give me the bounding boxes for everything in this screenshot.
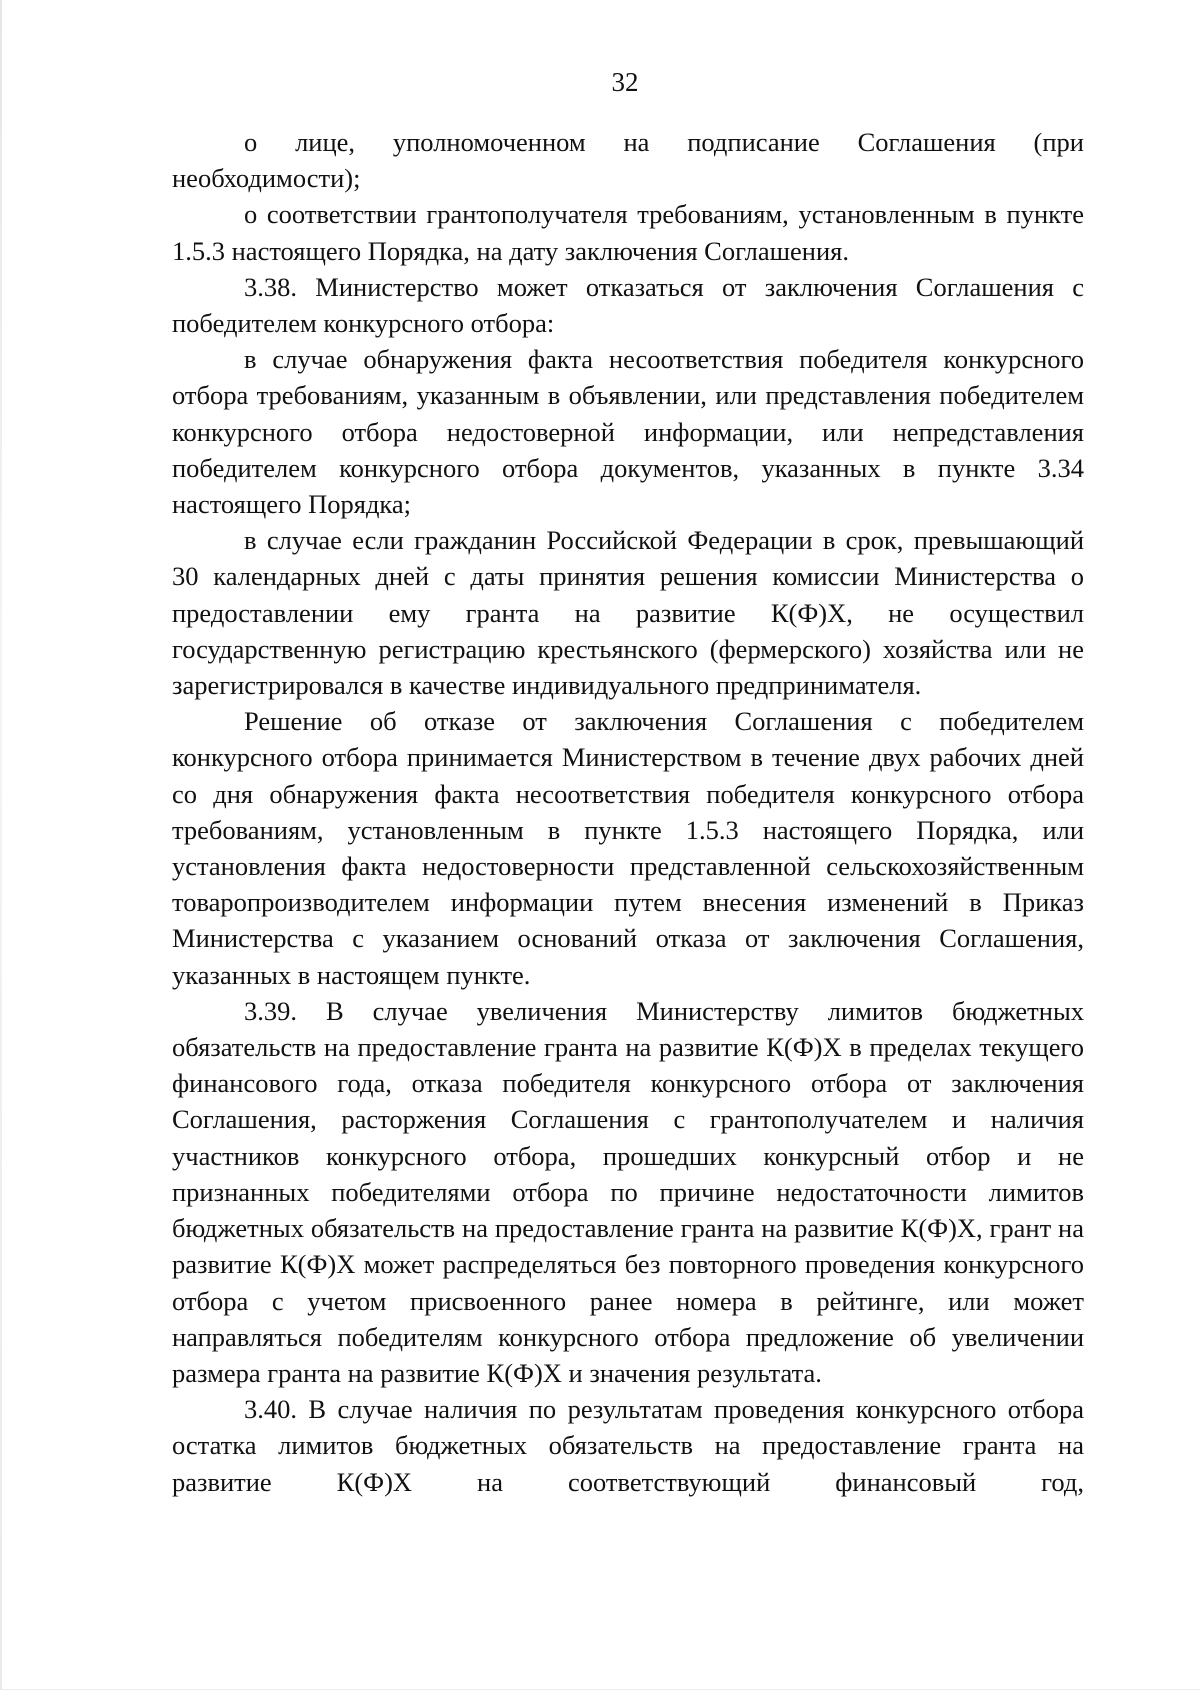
scan-edge (0, 0, 2, 1690)
paragraph-3-39: 3.39. В случае увеличения Министерству лимитов бюджетных обязательств на предоставление гранта на развитие К(Ф)Х в пределах текущего финансового года, отказа победителя конкурсного отбора от заключения Соглашения, расторжения Соглашения с грантополучателем и наличия участников конкурсного отбора, прошедших конкурсный отбор и не признанных победителями отбора по причине недостаточности лимитов бюджетных обязательств на предоставление гранта на развитие К(Ф)Х, грант на развитие К(Ф)Х может распределяться без повторного проведения конкурсного отбора с учетом присвоенного ранее номера в рейтинге, или может направляться победителям конкурсного отбора предложение об увеличении размера гранта на развитие К(Ф)Х и значения результата. (172, 995, 1084, 1388)
paragraph-signatory: о лице, уполномоченном на подписание Соглашения (при необходимости); (172, 127, 1084, 194)
paragraph-refusal-registration: в случае если гражданин Российской Федерации в срок, превышающий 30 календарных дней с даты принятия решения комиссии Министерства о предоставлении ему гранта на развитие К(Ф)Х, не осуществил государственную регистрацию крестьянского (фермерского) хозяйства или не зарегистрировался в качестве индивидуального предпринимателя. (172, 525, 1084, 701)
paragraph-compliance: о соответствии грантополучателя требованиям, установленным в пункте 1.5.3 настоящего Порядка, на дату заключения Соглашения. (172, 199, 1084, 266)
paragraph-refusal-decision: Решение об отказе от заключения Соглашения с победителем конкурсного отбора принимается Министерством в течение двух рабочих дней со дня обнаружения факта несоответствия победителя конкурсного отбора требованиям, установленным в пункте 1.5.3 настоящего Порядка, или установления факта недостоверности представленной сельскохозяйственным товаропроизводителем информации путем внесения изменений в Приказ Министерства с указанием оснований отказа от заключения Соглашения, указанных в настоящем пункте. (172, 706, 1084, 990)
page-number: 32 (611, 67, 639, 97)
paragraph-refusal-noncompliance: в случае обнаружения факта несоответствия победителя конкурсного отбора требованиям, указанным в объявлении, или представления победителем конкурсного отбора недостоверной информации, или непредставления победителем конкурсного отбора документов, указанных в пункте 3.34 настоящего Порядка; (172, 344, 1084, 520)
document-body (172, 124, 1084, 1500)
paragraph-3-40: 3.40. В случае наличия по результатам проведения конкурсного отбора остатка лимитов бюджетных обязательств на предоставление гранта на развитие К(Ф)Х на соответствующий финансовый год, (172, 1394, 1084, 1497)
paragraph-3-38: 3.38. Министерство может отказаться от заключения Соглашения с победителем конкурсного отбора: (172, 271, 1084, 339)
